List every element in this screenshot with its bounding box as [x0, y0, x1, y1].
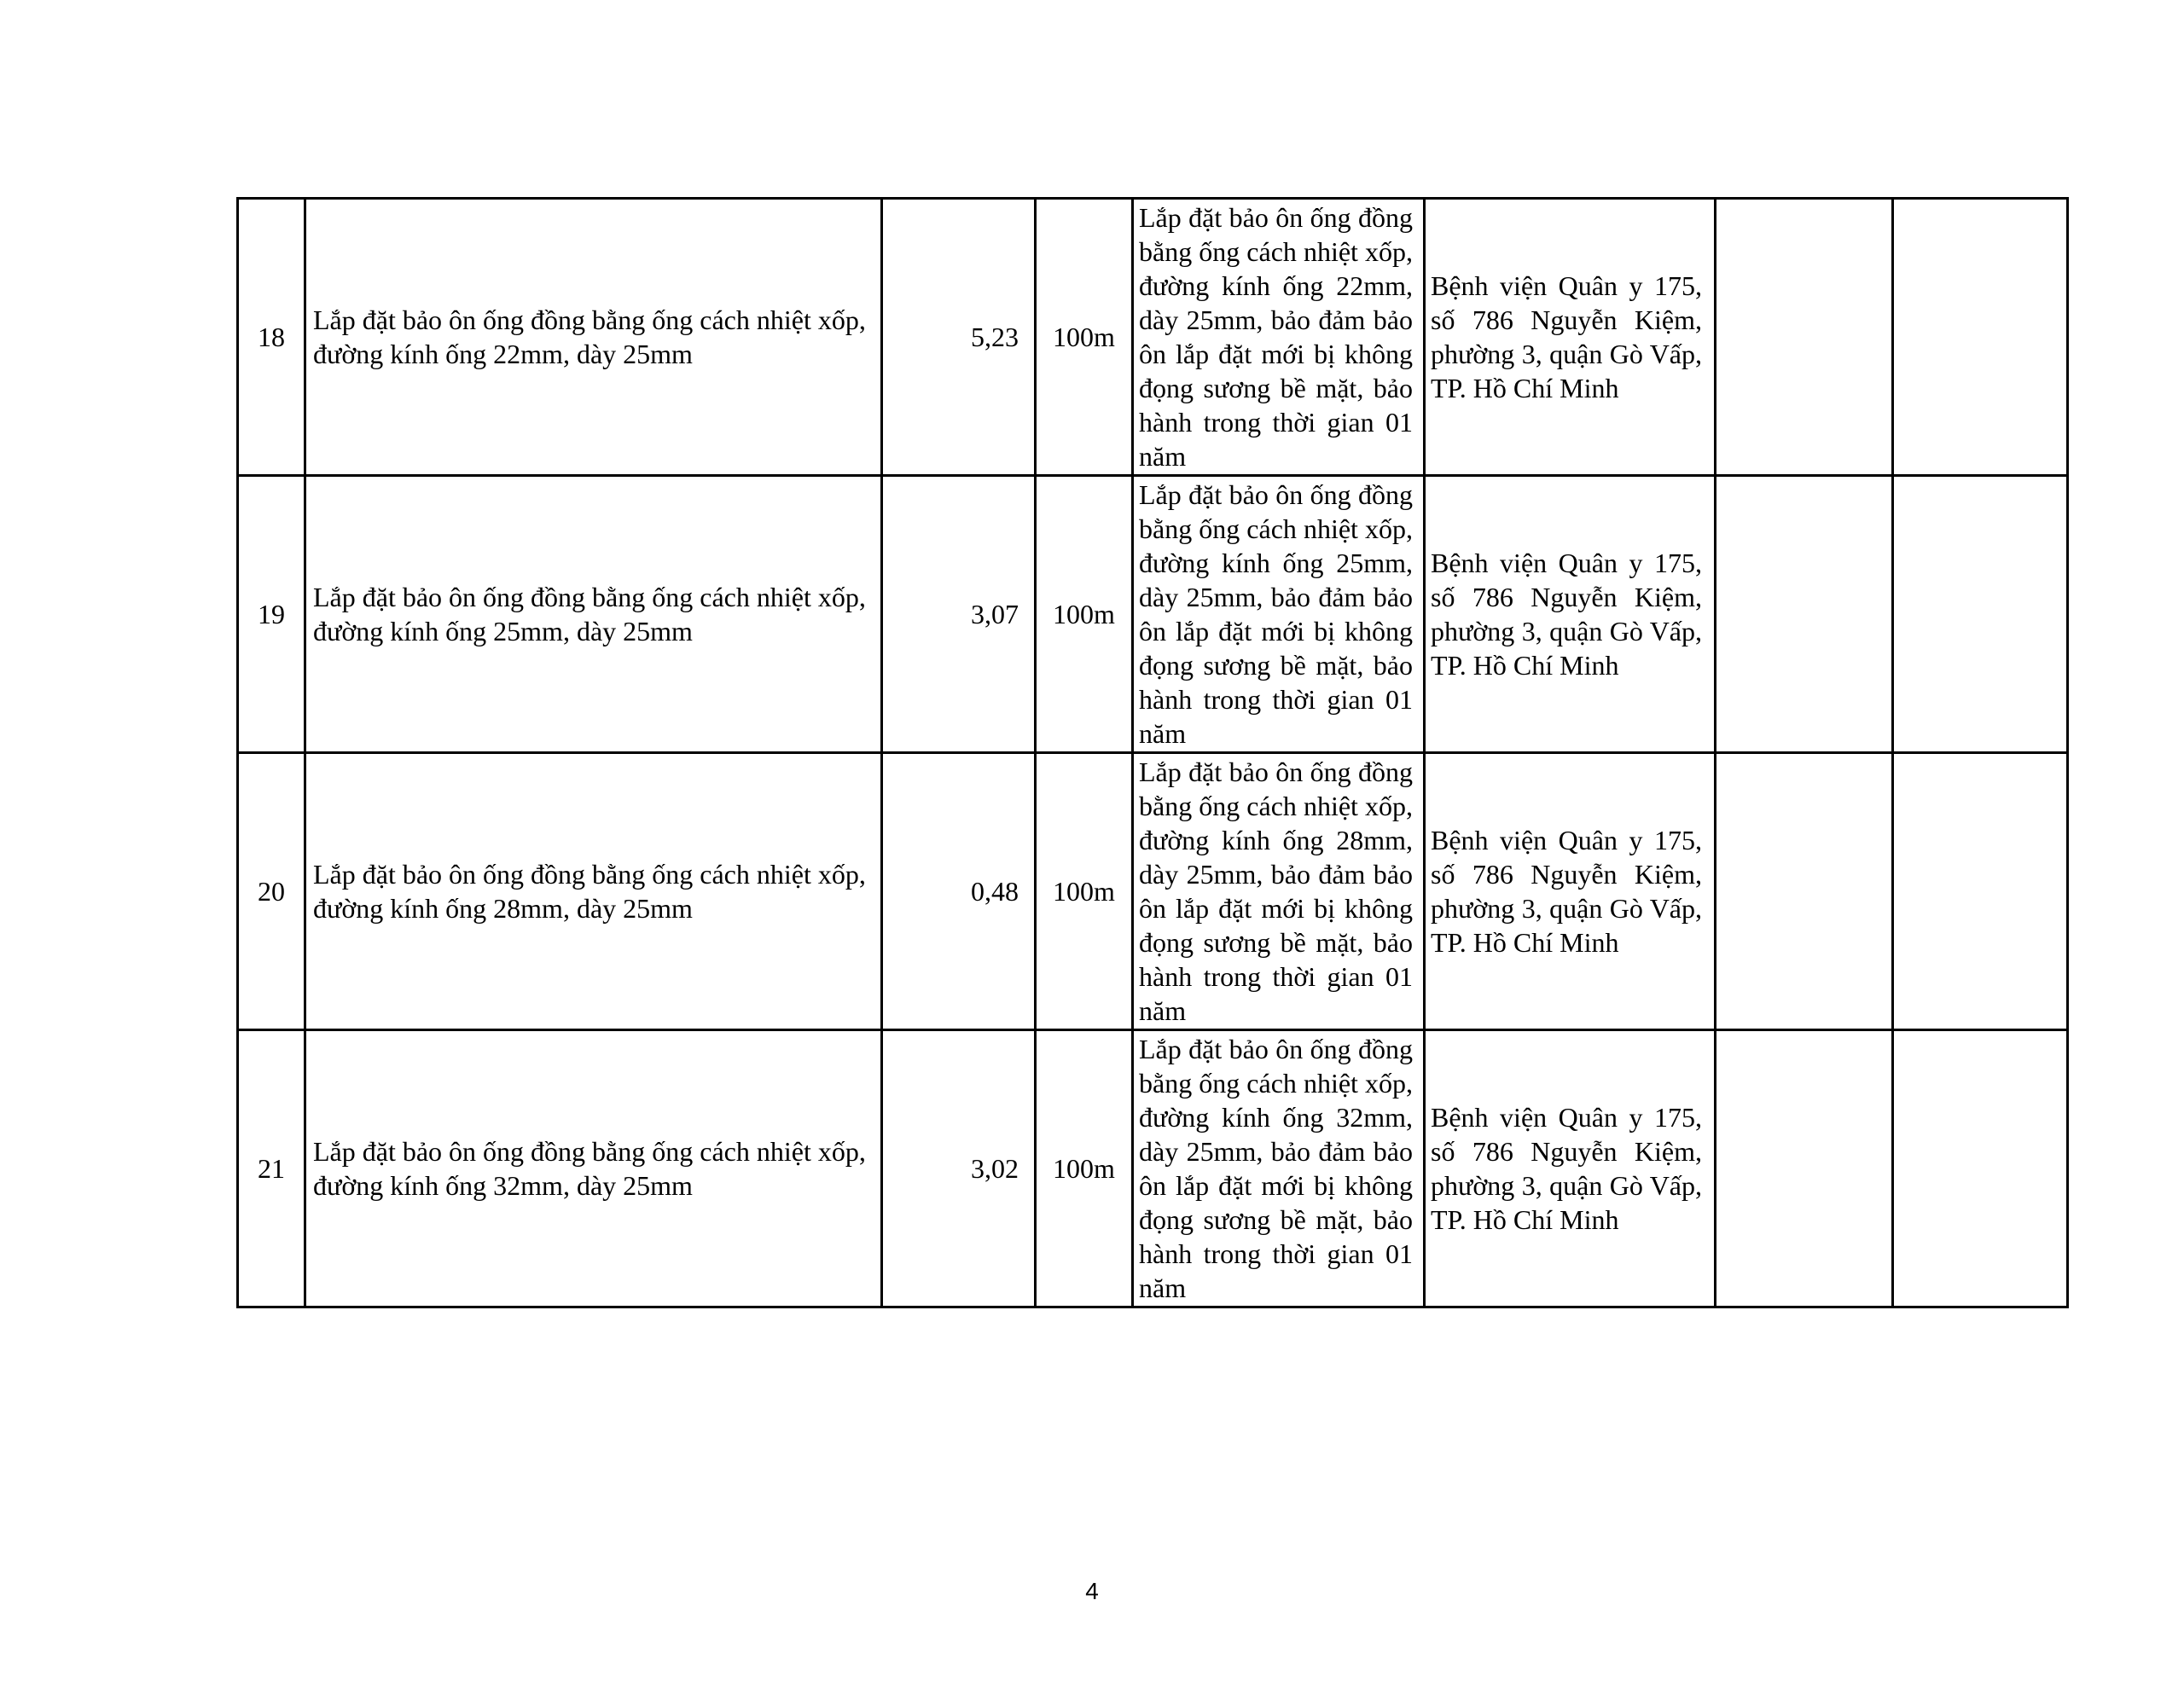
- location-cell: Bệnh viện Quân y 175, số 786 Nguyễn Kiệm, phường 3, quận Gò Vấp, TP. Hồ Chí Minh: [1425, 1030, 1716, 1307]
- quantity-cell: 0,48: [882, 753, 1036, 1030]
- item-name-cell: Lắp đặt bảo ôn ống đồng bằng ống cách nhiệt xốp, đường kính ống 25mm, dày 25mm: [305, 476, 882, 753]
- quantity-cell: 5,23: [882, 199, 1036, 476]
- empty-cell: [1893, 753, 2068, 1030]
- unit-cell: 100m: [1036, 1030, 1133, 1307]
- item-table: [236, 197, 2069, 1308]
- row-number-cell: 19: [238, 476, 305, 753]
- unit-cell: 100m: [1036, 753, 1133, 1030]
- location-cell: Bệnh viện Quân y 175, số 786 Nguyễn Kiệm, phường 3, quận Gò Vấp, TP. Hồ Chí Minh: [1425, 199, 1716, 476]
- quantity-cell: 3,02: [882, 1030, 1036, 1307]
- location-cell: Bệnh viện Quân y 175, số 786 Nguyễn Kiệm, phường 3, quận Gò Vấp, TP. Hồ Chí Minh: [1425, 476, 1716, 753]
- unit-cell: 100m: [1036, 199, 1133, 476]
- empty-cell: [1893, 1030, 2068, 1307]
- item-name-cell: Lắp đặt bảo ôn ống đồng bằng ống cách nhiệt xốp, đường kính ống 28mm, dày 25mm: [305, 753, 882, 1030]
- row-number-cell: 21: [238, 1030, 305, 1307]
- location-cell: Bệnh viện Quân y 175, số 786 Nguyễn Kiệm, phường 3, quận Gò Vấp, TP. Hồ Chí Minh: [1425, 753, 1716, 1030]
- specification-cell: Lắp đặt bảo ôn ống đồng bằng ống cách nhiệt xốp, đường kính ống 28mm, dày 25mm, bảo đảm bảo ôn lắp đặt mới bị không đọng sương bề mặt, bảo hành trong thời gian 01 năm: [1133, 753, 1425, 1030]
- page-number: 4: [1085, 1578, 1099, 1604]
- row-number-cell: 20: [238, 753, 305, 1030]
- empty-cell: [1716, 753, 1893, 1030]
- empty-cell: [1893, 199, 2068, 476]
- empty-cell: [1716, 1030, 1893, 1307]
- item-name-cell: Lắp đặt bảo ôn ống đồng bằng ống cách nhiệt xốp, đường kính ống 32mm, dày 25mm: [305, 1030, 882, 1307]
- empty-cell: [1893, 476, 2068, 753]
- row-number-cell: 18: [238, 199, 305, 476]
- item-name-cell: Lắp đặt bảo ôn ống đồng bằng ống cách nhiệt xốp, đường kính ống 22mm, dày 25mm: [305, 199, 882, 476]
- specification-cell: Lắp đặt bảo ôn ống đồng bằng ống cách nhiệt xốp, đường kính ống 22mm, dày 25mm, bảo đảm bảo ôn lắp đặt mới bị không đọng sương bề mặt, bảo hành trong thời gian 01 năm: [1133, 199, 1425, 476]
- empty-cell: [1716, 199, 1893, 476]
- unit-cell: 100m: [1036, 476, 1133, 753]
- empty-cell: [1716, 476, 1893, 753]
- table-row: [238, 1030, 2068, 1307]
- specification-cell: Lắp đặt bảo ôn ống đồng bằng ống cách nhiệt xốp, đường kính ống 32mm, dày 25mm, bảo đảm bảo ôn lắp đặt mới bị không đọng sương bề mặt, bảo hành trong thời gian 01 năm: [1133, 1030, 1425, 1307]
- quantity-cell: 3,07: [882, 476, 1036, 753]
- table-row: [238, 753, 2068, 1030]
- table-row: [238, 199, 2068, 476]
- specification-cell: Lắp đặt bảo ôn ống đồng bằng ống cách nhiệt xốp, đường kính ống 25mm, dày 25mm, bảo đảm bảo ôn lắp đặt mới bị không đọng sương bề mặt, bảo hành trong thời gian 01 năm: [1133, 476, 1425, 753]
- table-row: [238, 476, 2068, 753]
